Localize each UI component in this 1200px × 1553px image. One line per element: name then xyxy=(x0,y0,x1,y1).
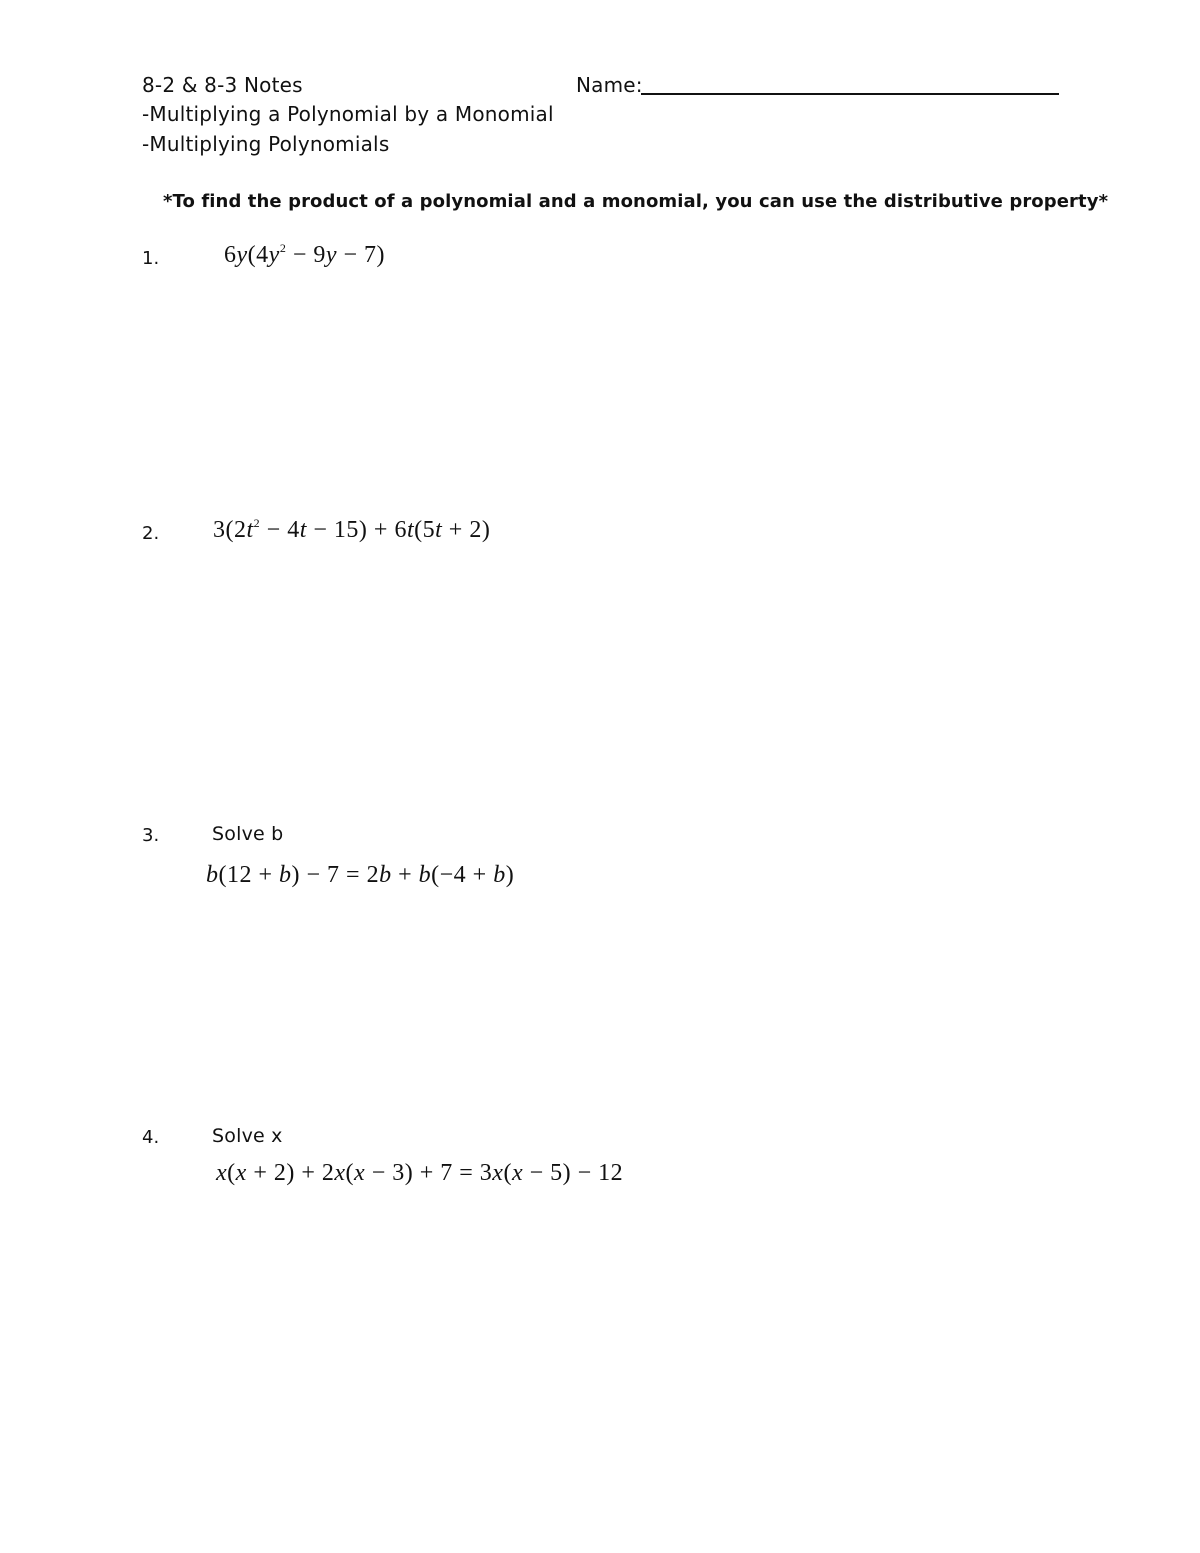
problem-3-expression: b(12 + b) − 7 = 2b + b(−4 + b) xyxy=(206,862,515,888)
page-title: 8-2 & 8-3 Notes xyxy=(142,73,303,97)
problem-1-number: 1. xyxy=(142,248,160,269)
problem-2-expression: $3(2t^2 - 4t - 15) + 6t(5t + 2)$ xyxy=(213,516,491,543)
subtitle-polynomials: -Multiplying Polynomials xyxy=(142,132,390,156)
problem-1-expression: $6y(4y^2 - 9y - 7)$ xyxy=(224,241,386,268)
problem-4-instruction: Solve x xyxy=(212,1125,283,1147)
problem-4-number: 4. xyxy=(142,1127,160,1148)
problem-2-number: 2. xyxy=(142,523,160,544)
problem-4-expression: x(x + 2) + 2x(x − 3) + 7 = 3x(x − 5) − 12 xyxy=(216,1160,624,1186)
distributive-tip: *To find the product of a polynomial and a monomial, you can use the distributive property* xyxy=(163,191,1109,212)
name-label: Name: xyxy=(576,73,643,97)
name-blank-line[interactable] xyxy=(641,93,1059,95)
problem-3-instruction: Solve b xyxy=(212,823,284,845)
subtitle-monomial: -Multiplying a Polynomial by a Monomial xyxy=(142,102,554,126)
problem-3-number: 3. xyxy=(142,825,160,846)
